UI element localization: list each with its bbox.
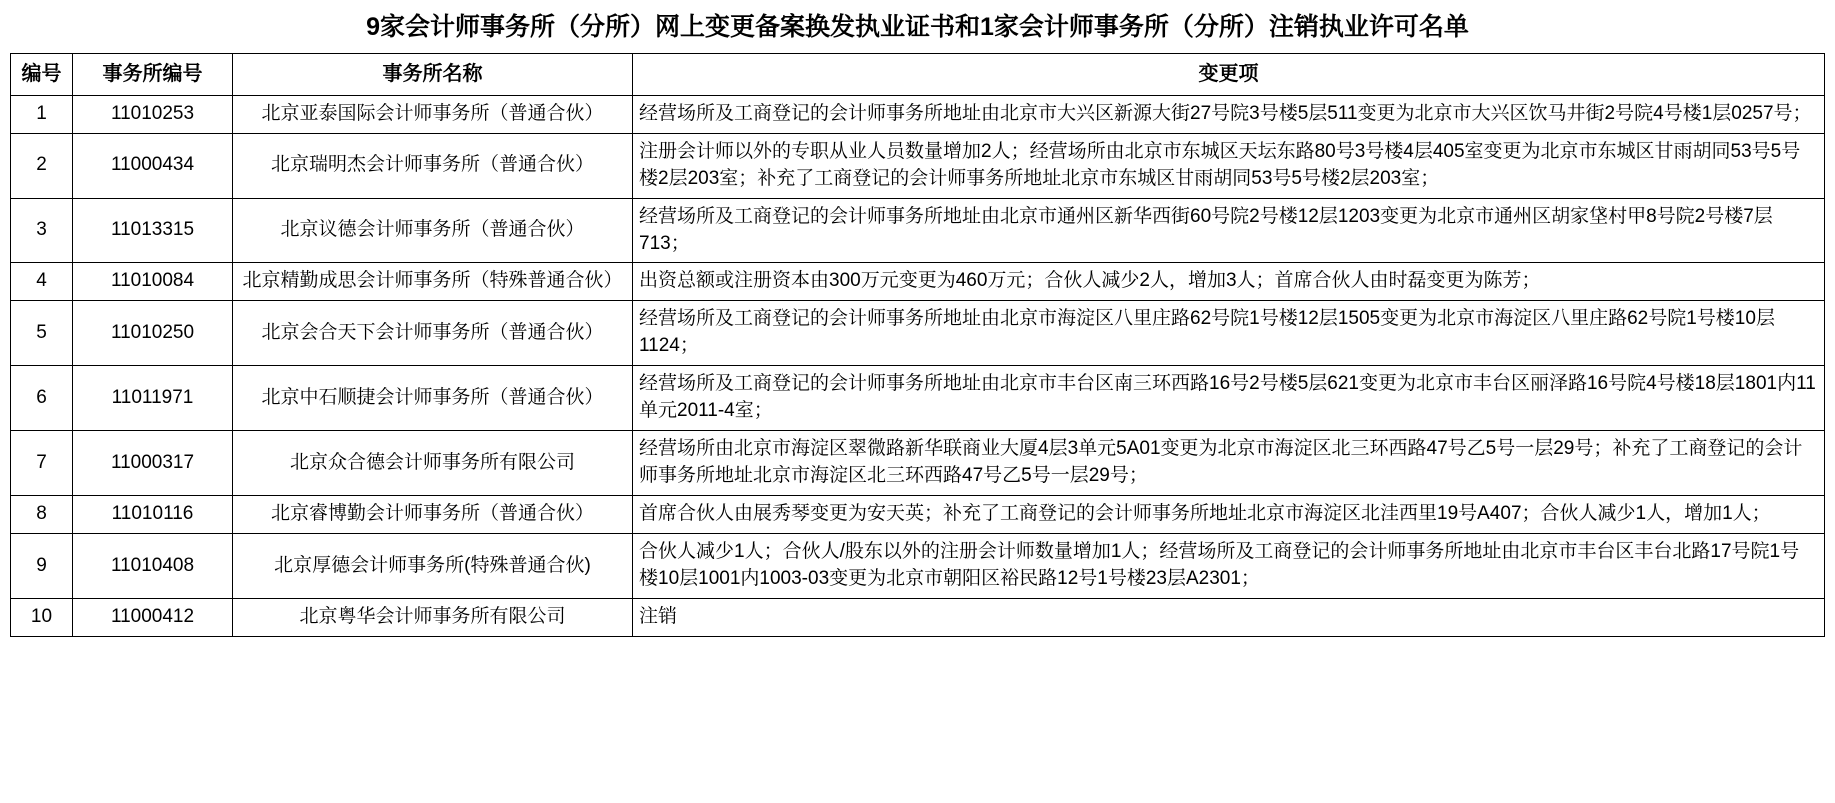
table-row: [11, 95, 1825, 133]
cell-change: 经营场所及工商登记的会计师事务所地址由北京市海淀区八里庄路62号院1号楼12层1505变更为北京市海淀区八里庄路62号院1号楼10层1124；: [633, 301, 1825, 366]
column-header-no: 编号: [11, 54, 73, 95]
cell-code: 11010408: [73, 534, 233, 599]
cell-no: 7: [11, 431, 73, 496]
cell-change: 经营场所及工商登记的会计师事务所地址由北京市丰台区南三环西路16号2号楼5层621变更为北京市丰台区丽泽路16号院4号楼18层1801内11单元2011-4室；: [633, 366, 1825, 431]
cell-no: 8: [11, 496, 73, 534]
cell-code: 11010084: [73, 263, 233, 301]
cell-no: 4: [11, 263, 73, 301]
table-row: [11, 366, 1825, 431]
cell-no: 9: [11, 534, 73, 599]
cell-change: 经营场所及工商登记的会计师事务所地址由北京市通州区新华西街60号院2号楼12层1203变更为北京市通州区胡家垡村甲8号院2号楼7层713；: [633, 198, 1825, 263]
cell-name: 北京瑞明杰会计师事务所（普通合伙）: [233, 133, 633, 198]
cell-code: 11010253: [73, 95, 233, 133]
cell-code: 11013315: [73, 198, 233, 263]
cell-name: 北京睿博勤会计师事务所（普通合伙）: [233, 496, 633, 534]
cell-code: 11010250: [73, 301, 233, 366]
table-row: [11, 534, 1825, 599]
table-header-row: [11, 54, 1825, 95]
cell-name: 北京厚德会计师事务所(特殊普通合伙): [233, 534, 633, 599]
cell-no: 5: [11, 301, 73, 366]
column-header-code: 事务所编号: [73, 54, 233, 95]
cell-change: 经营场所及工商登记的会计师事务所地址由北京市大兴区新源大街27号院3号楼5层511变更为北京市大兴区饮马井街2号院4号楼1层0257号；: [633, 95, 1825, 133]
table-row: [11, 198, 1825, 263]
cell-change: 合伙人减少1人；合伙人/股东以外的注册会计师数量增加1人；经营场所及工商登记的会计师事务所地址由北京市丰台区丰台北路17号院1号楼10层1001内1003-03变更为北京市朝阳区裕民路12号1号楼23层A2301；: [633, 534, 1825, 599]
cell-name: 北京中石顺捷会计师事务所（普通合伙）: [233, 366, 633, 431]
column-header-change: 变更项: [633, 54, 1825, 95]
cell-no: 6: [11, 366, 73, 431]
cell-name: 北京粤华会计师事务所有限公司: [233, 599, 633, 637]
cell-name: 北京亚泰国际会计师事务所（普通合伙）: [233, 95, 633, 133]
cell-name: 北京众合德会计师事务所有限公司: [233, 431, 633, 496]
cell-code: 11000412: [73, 599, 233, 637]
table-header: [11, 54, 1825, 95]
table-row: [11, 496, 1825, 534]
cell-name: 北京会合天下会计师事务所（普通合伙）: [233, 301, 633, 366]
table-row: [11, 301, 1825, 366]
column-header-name: 事务所名称: [233, 54, 633, 95]
table-row: [11, 431, 1825, 496]
cell-no: 2: [11, 133, 73, 198]
firms-change-table: [10, 53, 1825, 637]
cell-no: 1: [11, 95, 73, 133]
cell-name: 北京议德会计师事务所（普通合伙）: [233, 198, 633, 263]
cell-code: 11011971: [73, 366, 233, 431]
cell-change: 经营场所由北京市海淀区翠微路新华联商业大厦4层3单元5A01变更为北京市海淀区北三环西路47号乙5号一层29号；补充了工商登记的会计师事务所地址北京市海淀区北三环西路47号乙5号一层29号；: [633, 431, 1825, 496]
table-body: [11, 95, 1825, 637]
cell-code: 11000317: [73, 431, 233, 496]
cell-no: 10: [11, 599, 73, 637]
cell-change: 出资总额或注册资本由300万元变更为460万元；合伙人减少2人，增加3人；首席合伙人由时磊变更为陈芳；: [633, 263, 1825, 301]
page-title: 9家会计师事务所（分所）网上变更备案换发执业证书和1家会计师事务所（分所）注销执业许可名单: [366, 13, 1469, 41]
table-row: [11, 263, 1825, 301]
table-row: [11, 133, 1825, 198]
cell-code: 11010116: [73, 496, 233, 534]
cell-no: 3: [11, 198, 73, 263]
cell-name: 北京精勤成思会计师事务所（特殊普通合伙）: [233, 263, 633, 301]
table-row: [11, 599, 1825, 637]
cell-change: 注销: [633, 599, 1825, 637]
cell-change: 首席合伙人由展秀琴变更为安天英；补充了工商登记的会计师事务所地址北京市海淀区北洼西里19号A407；合伙人减少1人，增加1人；: [633, 496, 1825, 534]
cell-code: 11000434: [73, 133, 233, 198]
cell-change: 注册会计师以外的专职从业人员数量增加2人；经营场所由北京市东城区天坛东路80号3号楼4层405室变更为北京市东城区甘雨胡同53号5号楼2层203室；补充了工商登记的会计师事务所地址北京市东城区甘雨胡同53号5号楼2层203室；: [633, 133, 1825, 198]
